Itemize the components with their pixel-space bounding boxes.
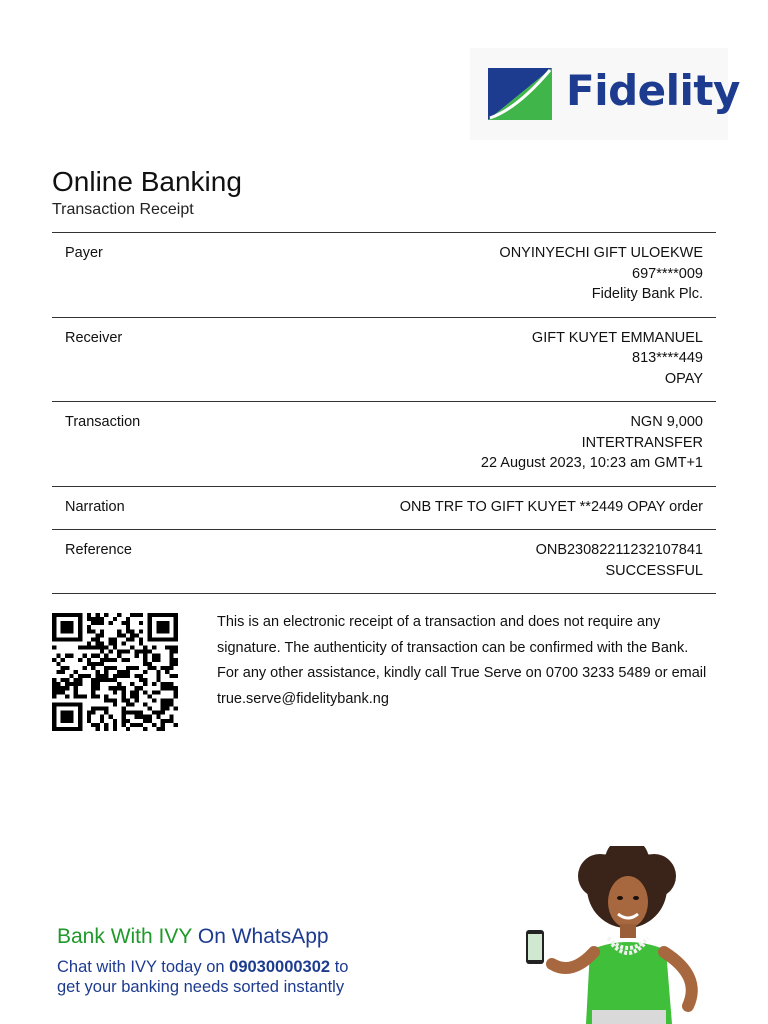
fidelity-logo-mark-icon xyxy=(488,68,552,120)
row-label: Payer xyxy=(65,245,103,261)
row-payer xyxy=(52,233,716,318)
fidelity-logo xyxy=(470,48,740,140)
promo-title xyxy=(57,925,329,949)
row-label: Narration xyxy=(65,498,125,515)
payer-name: ONYINYECHI GIFT ULOEKWE xyxy=(499,245,703,261)
row-reference xyxy=(52,530,716,594)
promo-line1-prefix: Chat with IVY today on xyxy=(57,958,225,976)
transaction-amount: NGN 9,000 xyxy=(630,414,703,430)
row-narration xyxy=(52,487,716,531)
reference-number: ONB23082211232107841 xyxy=(535,542,703,558)
receiver-name: GIFT KUYET EMMANUEL xyxy=(531,329,703,346)
promo-line-2: get your banking needs sorted instantly xyxy=(57,978,345,996)
row-receiver xyxy=(52,318,716,403)
ivy-assistant-illustration-icon xyxy=(512,846,718,1024)
transaction-date: 22 August 2023, 10:23 am GMT+1 xyxy=(480,455,703,471)
transaction-type: INTERTRANSFER xyxy=(581,434,703,451)
qr-code-icon xyxy=(52,613,178,731)
promo-title-blue: On WhatsApp xyxy=(197,925,329,948)
promo-title-green: Bank With IVY xyxy=(57,925,193,948)
promo-phone-number: 09030000302 xyxy=(229,958,331,976)
row-transaction xyxy=(52,402,716,487)
payer-account: 697****009 xyxy=(632,265,703,282)
promo-line1-suffix: to xyxy=(334,958,349,976)
receiver-bank: OPAY xyxy=(664,370,703,387)
page-subtitle: Transaction Receipt xyxy=(52,201,194,218)
row-label: Reference xyxy=(65,542,132,558)
fidelity-logo-text: Fidelity xyxy=(566,66,740,115)
transaction-status: SUCCESSFUL xyxy=(605,562,703,579)
row-label: Transaction xyxy=(65,414,141,430)
receipt-note xyxy=(217,610,707,712)
promo-line-1 xyxy=(57,958,348,977)
note-assistance: For any other assistance, kindly call True Serve on 0700 3233 5489 or email true.serve@fidelitybank.ng xyxy=(217,665,707,707)
receiver-account: 813****449 xyxy=(632,350,703,366)
note-authenticity: This is an electronic receipt of a transaction and does not require any signature. The authenticity of transaction can be confirmed with the Bank. xyxy=(217,614,689,656)
narration-text: ONB TRF TO GIFT KUYET **2449 OPAY order xyxy=(399,498,703,515)
page-title: Online Banking xyxy=(52,166,242,197)
row-label: Receiver xyxy=(65,329,123,346)
payer-bank: Fidelity Bank Plc. xyxy=(591,286,703,302)
receipt-table xyxy=(52,232,716,594)
